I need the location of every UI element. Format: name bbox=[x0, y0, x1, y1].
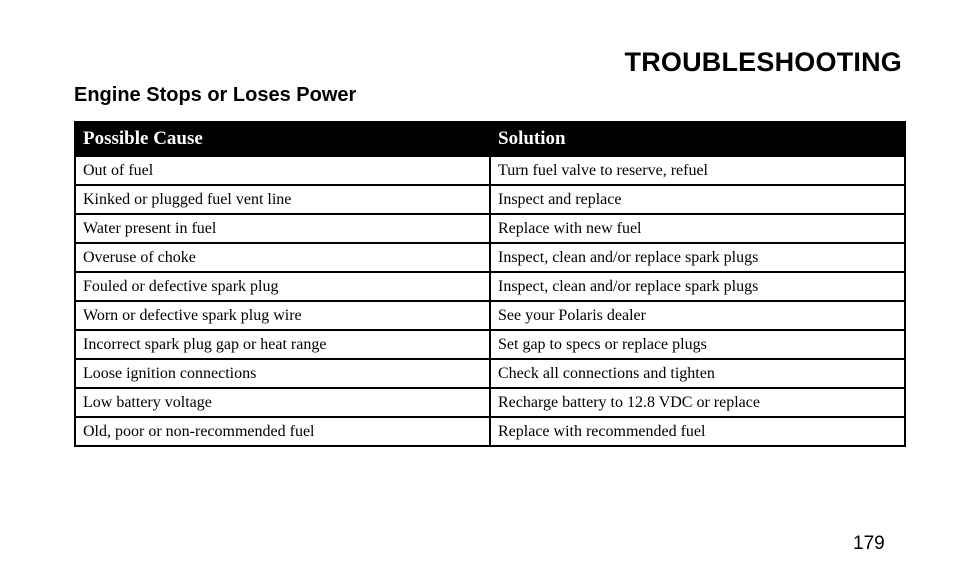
table-row bbox=[75, 156, 905, 185]
cause-cell: Old, poor or non-recommended fuel bbox=[75, 417, 490, 446]
cause-cell: Out of fuel bbox=[75, 156, 490, 185]
solution-cell: Inspect and replace bbox=[490, 185, 905, 214]
cause-cell: Loose ignition connections bbox=[75, 359, 490, 388]
troubleshooting-table bbox=[74, 121, 906, 447]
column-header-possible-cause: Possible Cause bbox=[75, 122, 490, 156]
solution-cell: See your Polaris dealer bbox=[490, 301, 905, 330]
column-header-solution: Solution bbox=[490, 122, 905, 156]
page-title: TROUBLESHOOTING bbox=[624, 47, 902, 77]
table-row bbox=[75, 272, 905, 301]
table-row bbox=[75, 185, 905, 214]
table-row bbox=[75, 301, 905, 330]
cause-cell: Low battery voltage bbox=[75, 388, 490, 417]
solution-cell: Check all connections and tighten bbox=[490, 359, 905, 388]
table-row bbox=[75, 417, 905, 446]
solution-cell: Recharge battery to 12.8 VDC or replace bbox=[490, 388, 905, 417]
table-row bbox=[75, 330, 905, 359]
table-row bbox=[75, 243, 905, 272]
cause-cell: Overuse of choke bbox=[75, 243, 490, 272]
solution-cell: Replace with new fuel bbox=[490, 214, 905, 243]
solution-cell: Set gap to specs or replace plugs bbox=[490, 330, 905, 359]
solution-cell: Inspect, clean and/or replace spark plugs bbox=[490, 272, 905, 301]
table-row bbox=[75, 214, 905, 243]
solution-cell: Replace with recommended fuel bbox=[490, 417, 905, 446]
troubleshooting-table-container bbox=[74, 121, 904, 447]
table-row bbox=[75, 388, 905, 417]
table-row bbox=[75, 359, 905, 388]
cause-cell: Water present in fuel bbox=[75, 214, 490, 243]
table-header-row bbox=[75, 122, 905, 156]
cause-cell: Fouled or defective spark plug bbox=[75, 272, 490, 301]
cause-cell: Kinked or plugged fuel vent line bbox=[75, 185, 490, 214]
solution-cell: Turn fuel valve to reserve, refuel bbox=[490, 156, 905, 185]
section-title: Engine Stops or Loses Power bbox=[74, 84, 357, 106]
page-number: 179 bbox=[853, 533, 885, 554]
cause-cell: Worn or defective spark plug wire bbox=[75, 301, 490, 330]
cause-cell: Incorrect spark plug gap or heat range bbox=[75, 330, 490, 359]
solution-cell: Inspect, clean and/or replace spark plugs bbox=[490, 243, 905, 272]
